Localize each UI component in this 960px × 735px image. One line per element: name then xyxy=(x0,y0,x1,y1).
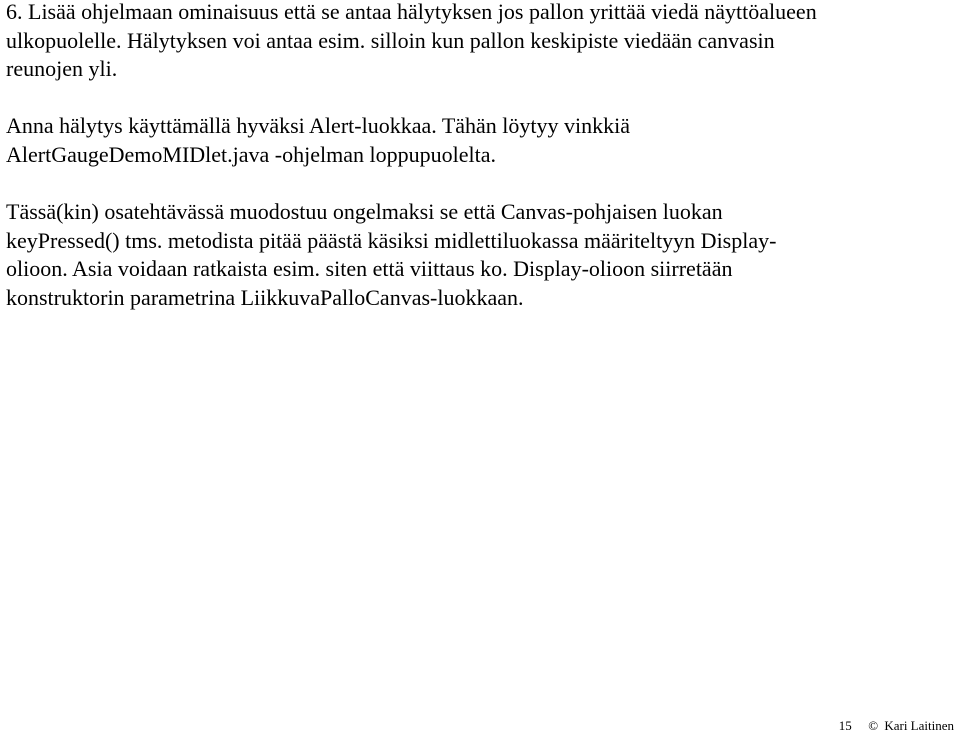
text-line: reunojen yli. xyxy=(6,56,118,82)
problem-paragraph xyxy=(6,198,952,312)
text-line: Tässä(kin) osatehtävässä muodostuu ongelmaksi se että Canvas-pohjaisen luokan xyxy=(6,199,723,224)
text-line: keyPressed() tms. metodista pitää päästä käsiksi midlettiluokassa määriteltyyn Display- xyxy=(6,227,777,253)
author-name: Kari Laitinen xyxy=(884,718,954,733)
text-line: Anna hälytys käyttämällä hyväksi Alert-luokkaa. Tähän löytyy vinkkiä xyxy=(6,113,631,138)
page-number: 15 xyxy=(838,718,852,733)
text-line: olioon. Asia voidaan ratkaista esim. siten että viittaus ko. Display-olioon siirretään xyxy=(6,256,733,282)
text-line: ulkopuolelle. Hälytyksen voi antaa esim. silloin kun pallon keskipiste viedään canvasin xyxy=(6,27,775,53)
page-footer xyxy=(839,717,954,735)
text-line: AlertGaugeDemoMIDlet.java -ohjelman loppupuolelta. xyxy=(6,141,496,167)
hint-paragraph xyxy=(6,112,952,169)
text-line: 6. Lisää ohjelmaan ominaisuus että se antaa hälytyksen jos pallon yrittää viedä näyttöalueen xyxy=(6,0,817,24)
copyright-icon: © xyxy=(868,718,879,733)
text-line: konstruktorin parametrina LiikkuvaPalloCanvas-luokkaan. xyxy=(6,284,524,310)
exercise-paragraph xyxy=(6,0,952,84)
